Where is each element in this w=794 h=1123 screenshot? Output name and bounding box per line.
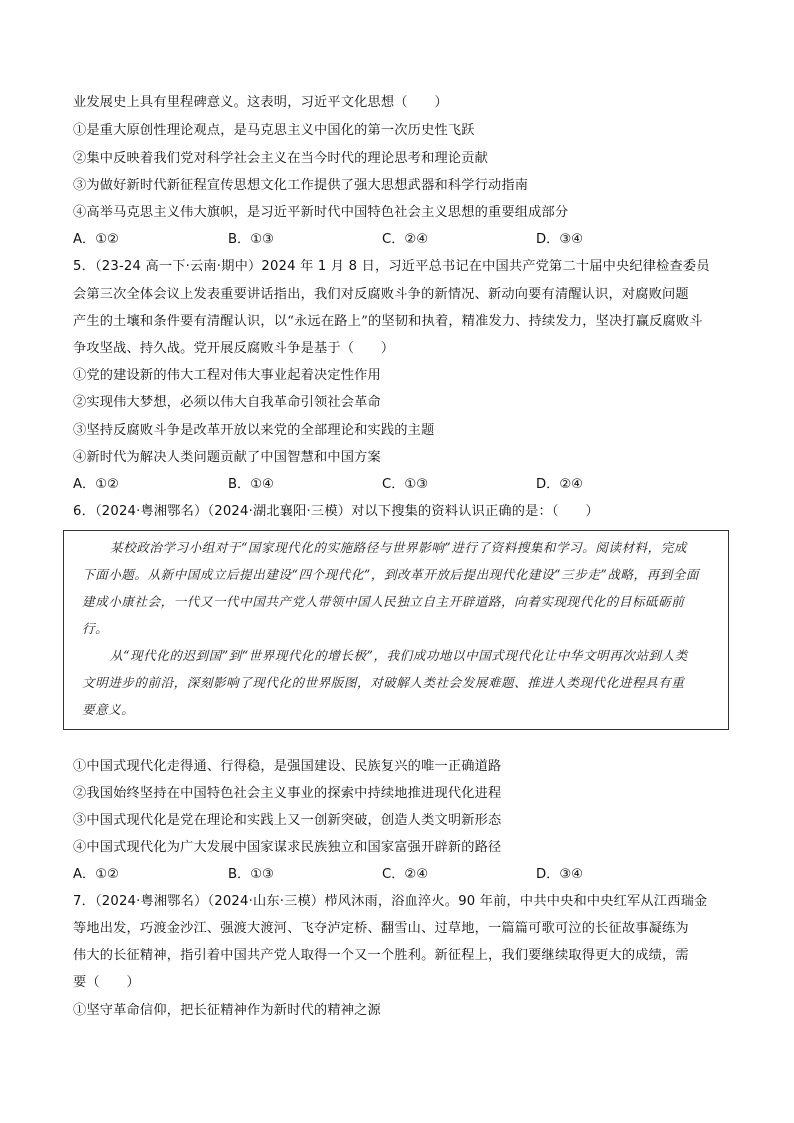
q5-stem-line-2: 会第三次全体会议上发表重要讲话指出，我们对反腐败斗争的新情况、新动向要有清醒认识，对腐败问题 — [73, 287, 689, 302]
q6-material-line-4: 行。 — [82, 621, 109, 636]
q4-option-a[interactable]: A．①② — [73, 232, 119, 247]
q4-statement-2: ②集中反映着我们党对科学社会主义在当今时代的理论思考和理论贡献 — [73, 151, 489, 166]
q5-stem-line-3: 产生的土壤和条件要有清醒认识，以“永远在路上”的坚韧和执着，精准发力、持续发力，坚决打赢反腐败斗 — [73, 314, 703, 329]
q6-statement-1: ①中国式现代化走得通、行得稳，是强国建设、民族复兴的唯一正确道路 — [73, 759, 502, 774]
q6-option-a[interactable]: A．①② — [73, 867, 119, 882]
q4-option-d[interactable]: D．③④ — [536, 232, 583, 247]
q5-option-b[interactable]: B．①④ — [228, 477, 274, 492]
q6-stem: 6．（2024·粤湘鄂名）（2024·湖北襄阳·三模）对以下搜集的资料认识正确的是：（ ） — [73, 504, 599, 519]
q6-statement-3: ③中国式现代化是党在理论和实践上又一创新突破，创造人类文明新形态 — [73, 813, 502, 828]
q6-material-line-2: 下面小题。从新中国成立后提出建设“四个现代化”，到改革开放后提出现代化建设“三步走”战略，再到全面 — [82, 567, 699, 582]
q7-statement-1: ①坚守革命信仰，把长征精神作为新时代的精神之源 — [73, 1003, 381, 1018]
q4-statement-3: ③为做好新时代新征程宣传思想文化工作提供了强大思想武器和科学行动指南 — [73, 178, 529, 193]
q4-statement-4: ④高举马克思主义伟大旗帜，是习近平新时代中国特色社会主义思想的重要组成部分 — [73, 205, 569, 220]
q5-stem-line-4: 争攻坚战、持久战。党开展反腐败斗争是基于（ ） — [73, 341, 395, 356]
q6-material-line-1: 某校政治学习小组对于“国家现代化的实施路径与世界影响”进行了资料搜集和学习。阅读材料，完成 — [110, 540, 687, 555]
q6-material-box — [63, 530, 729, 730]
q5-option-c[interactable]: C．①③ — [382, 477, 429, 492]
q6-material-line-6: 文明进步的前沿，深刻影响了现代化的世界版图，对破解人类社会发展难题、推进人类现代化进程具有重 — [82, 675, 685, 690]
q6-material-line-7: 要意义。 — [82, 702, 135, 717]
q4-stem: 业发展史上具有里程碑意义。这表明，习近平文化思想（ ） — [73, 95, 448, 110]
q6-statement-2: ②我国始终坚持在中国特色社会主义事业的探索中持续地推进现代化进程 — [73, 786, 502, 801]
q6-option-b[interactable]: B．①③ — [228, 867, 274, 882]
q5-statement-3: ③坚持反腐败斗争是改革开放以来党的全部理论和实践的主题 — [73, 423, 435, 438]
q6-material-line-3: 建成小康社会，一代又一代中国共产党人带领中国人民独立自主开辟道路，向着实现现代化的目标砥砺前 — [82, 594, 685, 609]
q4-statement-1: ①是重大原创性理论观点，是马克思主义中国化的第一次历史性飞跃 — [73, 123, 475, 138]
q7-stem-line-3: 伟大的长征精神，指引着中国共产党人取得一个又一个胜利。新征程上，我们要继续取得更大的成绩，需 — [73, 948, 689, 963]
q5-option-a[interactable]: A．①② — [73, 477, 119, 492]
q5-statement-1: ①党的建设新的伟大工程对伟大事业起着决定性作用 — [73, 368, 381, 383]
q6-material-line-5: 从“现代化的迟到国”到“世界现代化的增长极”，我们成功地以中国式现代化让中华文明再次站到人类 — [110, 648, 688, 663]
q4-option-b[interactable]: B．①③ — [228, 232, 274, 247]
q7-stem-line-2: 等地出发，巧渡金沙江、强渡大渡河、飞夺泸定桥、翻雪山、过草地，一篇篇可歌可泣的长征故事凝练为 — [73, 921, 689, 936]
q5-statement-2: ②实现伟大梦想，必须以伟大自我革命引领社会革命 — [73, 395, 381, 410]
q4-option-c[interactable]: C．②④ — [382, 232, 429, 247]
q5-stem-line-1: 5．（23-24 高一下·云南·期中）2024 年 1 月 8 日，习近平总书记在中国共产党第二十届中央纪律检查委员 — [73, 259, 710, 274]
q7-stem-line-4: 要（ ） — [73, 975, 140, 990]
q6-option-d[interactable]: D．③④ — [536, 867, 583, 882]
q6-option-c[interactable]: C．②④ — [382, 867, 429, 882]
q5-statement-4: ④新时代为解决人类问题贡献了中国智慧和中国方案 — [73, 450, 381, 465]
q6-statement-4: ④中国式现代化为广大发展中国家谋求民族独立和国家富强开辟新的路径 — [73, 840, 502, 855]
q7-stem-line-1: 7．（2024·粤湘鄂名）（2024·山东·三模）栉风沐雨，浴血淬火。90 年前，中共中央和中央红军从江西瑞金 — [73, 894, 708, 909]
q5-option-d[interactable]: D．②④ — [536, 477, 583, 492]
